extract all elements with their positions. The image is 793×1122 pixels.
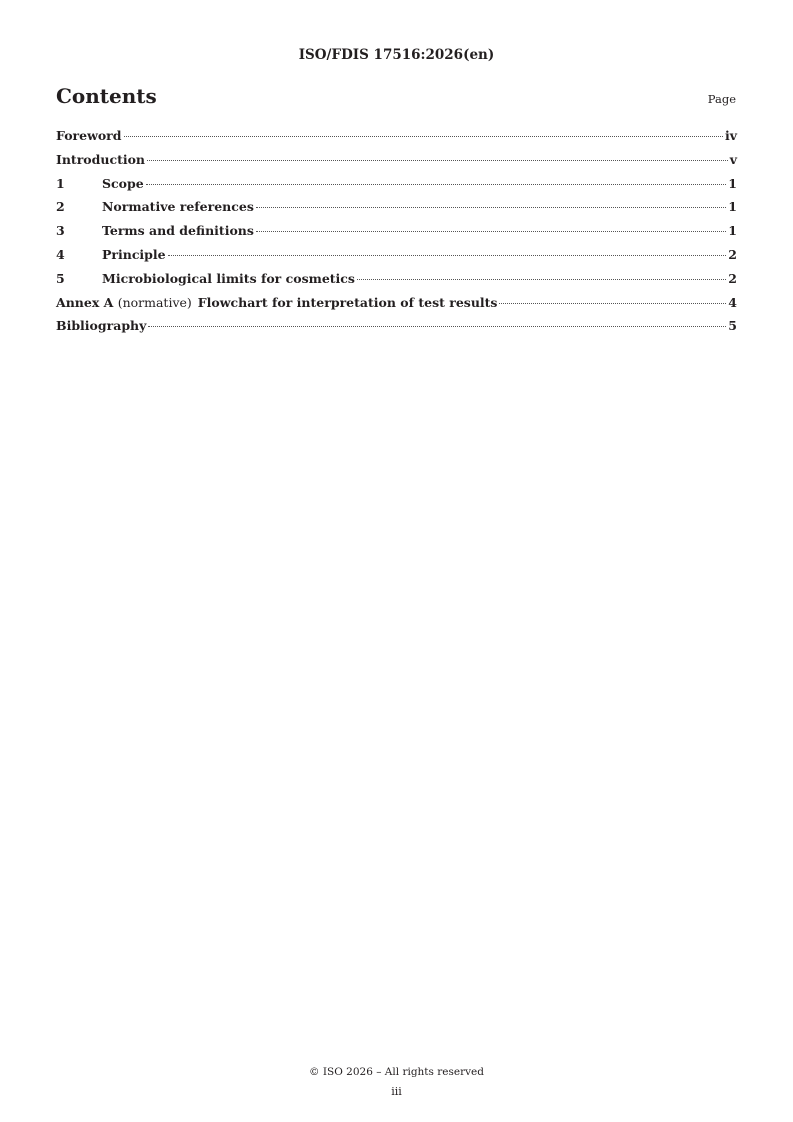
document-header: ISO/FDIS 17516:2026(en) [298,47,495,63]
toc-entry-bibliography[interactable] [56,318,737,342]
toc-leader-dots [256,231,726,232]
toc-entry-annex-a[interactable] [56,295,737,319]
toc-entry-page: 2 [728,246,737,262]
toc-entry-title: Terms and definitions [102,223,254,239]
toc-entry-title: Bibliography [56,318,147,334]
footer-page-number: iii [391,1085,402,1098]
toc-leader-dots [124,136,723,137]
annex-prefix: Annex A [56,294,114,310]
toc-entry-title: Normative references [102,199,254,215]
toc-entry-title: Foreword [56,128,122,143]
annex-title: Flowchart for interpretation of test results [197,294,498,310]
contents-title: Contents [56,84,157,108]
page-column-label: Page [707,92,736,106]
toc-entry-number: 4 [56,246,65,262]
toc-leader-dots [499,303,726,304]
toc-entry-page: 2 [728,270,737,286]
toc-entry-page: 5 [728,318,737,334]
toc-entry-page: 1 [728,175,737,191]
toc-entry-title [56,295,497,310]
toc-entry-number: 3 [56,223,65,239]
toc-entry-page: 1 [728,199,737,215]
toc-entry-page: v [729,151,737,167]
toc-entry-normative-references[interactable] [56,199,737,223]
toc-entry-page: iv [724,128,737,143]
footer-copyright: © ISO 2026 – All rights reserved [309,1066,484,1078]
toc-leader-dots [147,160,728,161]
toc-entry-number: 5 [56,270,65,286]
toc-entry-terms-and-definitions[interactable] [56,223,737,247]
toc-leader-dots [148,326,726,327]
toc-entry-title: Microbiological limits for cosmetics [102,270,355,286]
toc-entry-principle[interactable] [56,247,737,271]
toc-entry-page: 1 [728,223,737,239]
annex-qualifier: (normative) [117,294,192,310]
toc-leader-dots [357,279,726,280]
toc-entry-number: 2 [56,199,65,215]
toc-entry-number: 1 [56,175,65,191]
toc-entry-title: Scope [102,175,144,191]
toc-entry-scope[interactable] [56,176,737,200]
toc-entry-page: 4 [728,294,737,310]
toc-leader-dots [256,207,726,208]
table-of-contents [56,128,737,342]
toc-entry-title: Principle [102,246,166,262]
toc-entry-introduction[interactable] [56,152,737,176]
toc-entry-foreword[interactable] [56,128,737,152]
toc-leader-dots [168,255,727,256]
toc-leader-dots [146,184,727,185]
toc-entry-title: Introduction [56,151,146,167]
toc-entry-microbiological-limits[interactable] [56,271,737,295]
